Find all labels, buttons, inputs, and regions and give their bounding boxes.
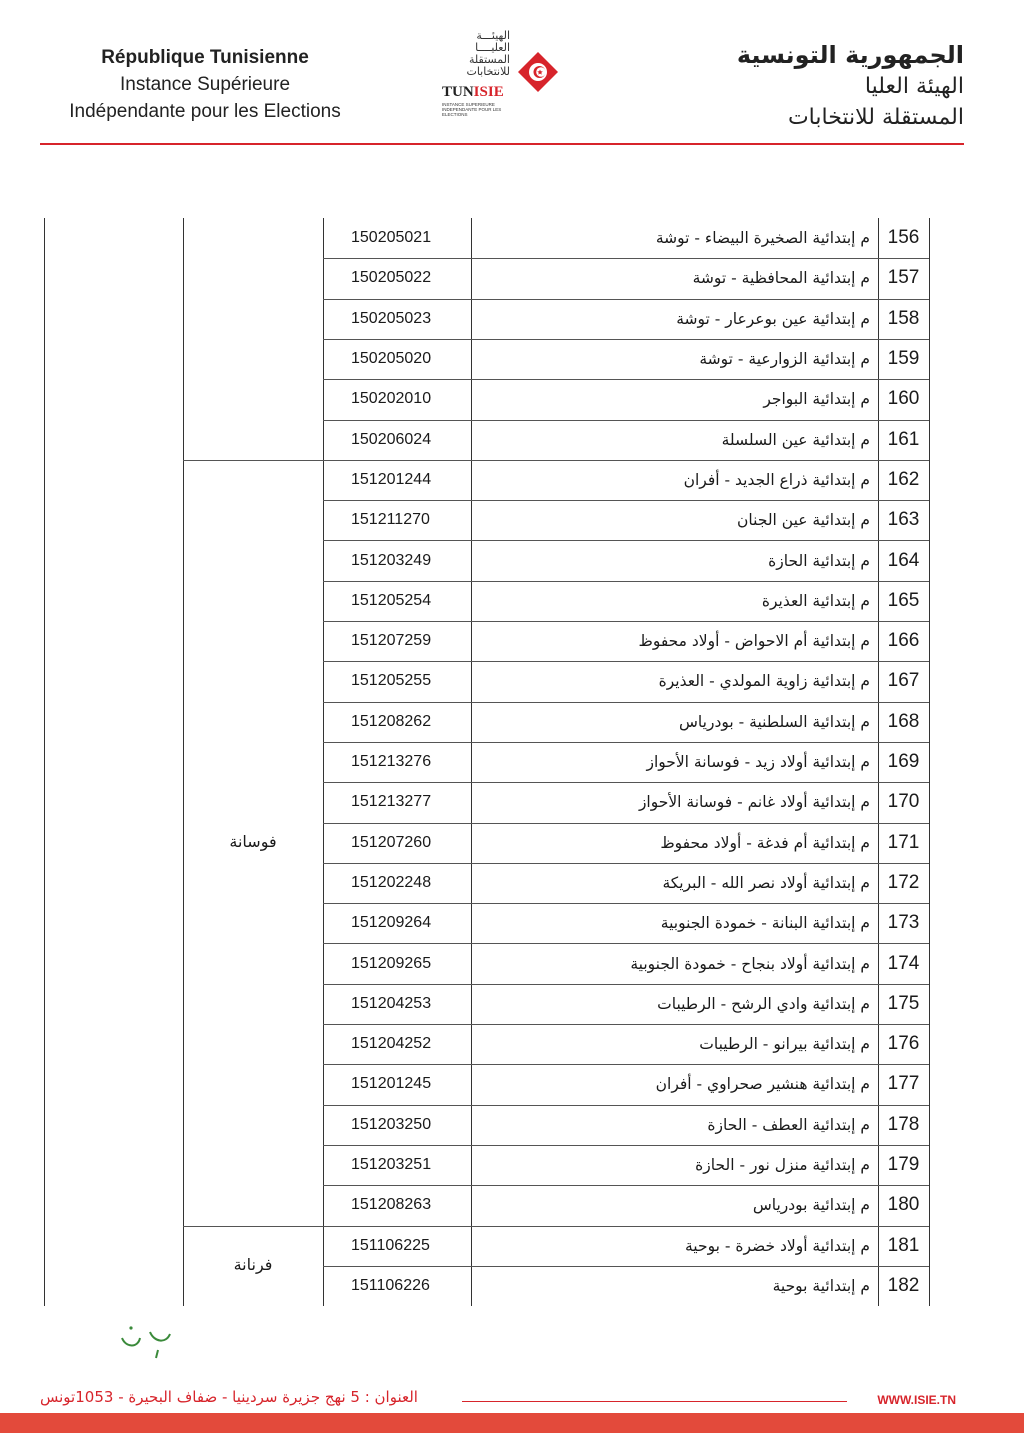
station-name: م إبتدائية عين بوعرعار - توشة xyxy=(676,309,870,328)
station-name: م إبتدائية العذيرة xyxy=(761,591,870,610)
row-number: 160 xyxy=(887,388,920,410)
station-name: م إبتدائية أولاد غانم - فوسانة الأحواز xyxy=(638,793,870,812)
header-arabic-block xyxy=(704,40,964,133)
station-name: م إبتدائية العطف - الحازة xyxy=(707,1115,870,1134)
header-french-block xyxy=(40,44,370,125)
station-code: 151211270 xyxy=(351,511,430,529)
station-name: م إبتدائية أولاد نصر الله - البريكة xyxy=(662,873,870,892)
row-number: 178 xyxy=(887,1113,920,1135)
station-code: 151106225 xyxy=(351,1236,430,1254)
station-code: 151204253 xyxy=(351,994,432,1012)
row-number: 176 xyxy=(887,1033,920,1055)
row-number: 181 xyxy=(887,1234,920,1256)
row-number: 182 xyxy=(887,1274,920,1296)
station-name: م إبتدائية عين الجنان xyxy=(737,511,870,530)
station-code: 150205020 xyxy=(351,350,432,368)
header-arabic-line-2: الهيئة العليا xyxy=(864,74,964,99)
row-number: 177 xyxy=(887,1073,920,1095)
station-code: 151205255 xyxy=(351,672,432,690)
logo-brand xyxy=(442,84,504,101)
station-code: 151203250 xyxy=(351,1115,432,1133)
station-code: 151201245 xyxy=(351,1075,432,1093)
footer-address: العنوان : 5 نهج جزيرة سردينيا - ضفاف البحيرة - 1053تونس xyxy=(40,1388,418,1406)
station-name: م إبتدائية أولاد خضرة - بوحية xyxy=(685,1236,870,1255)
header-french-line-1: République Tunisienne xyxy=(101,47,309,68)
logo-arabic-line-4: للانتخابات xyxy=(466,65,510,78)
station-code: 151205254 xyxy=(351,591,432,609)
logo-arabic-line-1: الهيئـــة xyxy=(476,29,510,42)
station-code: 151207259 xyxy=(351,632,432,650)
group-divider xyxy=(183,460,323,461)
handwritten-initials-icon xyxy=(112,1318,182,1364)
row-number: 165 xyxy=(887,589,920,611)
row-number: 174 xyxy=(887,952,920,974)
station-name: م إبتدائية زاوية المولدي - العذيرة xyxy=(658,672,870,691)
group-divider xyxy=(183,1226,323,1227)
station-code: 151201244 xyxy=(351,470,432,488)
row-number: 158 xyxy=(887,307,920,329)
station-name: م إبتدائية ذراع الجديد - أفران xyxy=(683,470,870,489)
station-code: 150202010 xyxy=(351,390,432,408)
row-number: 173 xyxy=(887,912,920,934)
station-code: 151202248 xyxy=(351,873,432,891)
station-code: 150205023 xyxy=(351,309,432,327)
header-arabic-line-3: المستقلة للانتخابات xyxy=(787,105,964,130)
logo-arabic-line-3: المستقلة xyxy=(468,53,510,66)
station-name: م إبتدائية بودرياس xyxy=(752,1196,870,1215)
footer-website: WWW.ISIE.TN xyxy=(877,1393,956,1407)
station-name: م إبتدائية الصخيرة البيضاء - توشة xyxy=(655,229,870,248)
logo-arabic-text xyxy=(440,30,510,78)
station-code: 151208262 xyxy=(351,712,432,730)
station-code: 151213276 xyxy=(351,753,432,771)
row-number: 172 xyxy=(887,871,920,893)
station-name: م إبتدائية الحازة xyxy=(768,551,870,570)
header-french-line-2: Instance Supérieure xyxy=(119,74,291,95)
row-number: 171 xyxy=(887,831,920,853)
station-name: م إبتدائية هنشير صحراوي - أفران xyxy=(655,1075,870,1094)
header-arabic-line-1: الجمهورية التونسية xyxy=(736,41,964,69)
station-code: 150206024 xyxy=(351,430,432,448)
column-divider xyxy=(183,218,184,1306)
station-name: م إبتدائية المحافظية - توشة xyxy=(692,269,870,288)
station-code: 151204252 xyxy=(351,1035,432,1053)
row-number: 168 xyxy=(887,710,920,732)
row-number: 175 xyxy=(887,992,920,1014)
row-number: 169 xyxy=(887,751,920,773)
logo-brand-prefix: TUN xyxy=(442,84,474,100)
polling-stations-table xyxy=(44,218,930,1306)
station-code: 150205022 xyxy=(351,269,432,287)
station-name: م إبتدائية البواجر xyxy=(763,390,870,409)
row-number: 180 xyxy=(887,1194,920,1216)
isie-logo xyxy=(440,30,580,120)
station-code: 151209265 xyxy=(351,954,432,972)
station-name: م إبتدائية وادي الرشح - الرطيبات xyxy=(657,994,870,1013)
station-name: م إبتدائية البنانة - خمودة الجنوبية xyxy=(660,914,870,933)
row-number: 170 xyxy=(887,791,920,813)
station-name: م إبتدائية أم فدغة - أولاد محفوظ xyxy=(660,833,870,852)
column-divider xyxy=(929,218,930,1306)
row-number: 156 xyxy=(887,227,920,249)
footer-divider xyxy=(462,1401,847,1402)
station-code: 151203251 xyxy=(351,1156,432,1174)
row-number: 166 xyxy=(887,630,920,652)
station-name: م إبتدائية أولاد بنجاح - خمودة الجنوبية xyxy=(630,954,870,973)
tunisian-flag-icon xyxy=(516,50,560,94)
row-number: 163 xyxy=(887,509,920,531)
station-name: م إبتدائية أم الاحواض - أولاد محفوظ xyxy=(638,632,870,651)
footer-band xyxy=(0,1413,1024,1433)
logo-arabic-line-2: العليــــا xyxy=(475,41,510,54)
station-code: 151213277 xyxy=(351,793,432,811)
row-number: 162 xyxy=(887,468,920,490)
station-name: م إبتدائية الزوارعية - توشة xyxy=(699,350,870,369)
delegation-label: فرنانة xyxy=(233,1254,273,1274)
station-code: 151203249 xyxy=(351,551,432,569)
delegation-label: فوسانة xyxy=(229,831,277,851)
row-number: 164 xyxy=(887,549,920,571)
station-name: م إبتدائية بوحية xyxy=(772,1276,870,1295)
row-number: 157 xyxy=(887,267,920,289)
header-divider xyxy=(40,143,964,145)
station-code: 151207260 xyxy=(351,833,432,851)
row-number: 161 xyxy=(887,428,920,450)
station-code: 150205021 xyxy=(351,229,432,247)
station-code: 151106226 xyxy=(351,1276,430,1294)
station-name: م إبتدائية بيرانو - الرطيبات xyxy=(699,1035,870,1054)
row-number: 167 xyxy=(887,670,920,692)
station-name: م إبتدائية أولاد زيد - فوسانة الأحواز xyxy=(646,753,870,772)
logo-subtitle: INSTANCE SUPERIEURE INDEPENDANTE POUR LES ELECTIONS xyxy=(442,102,502,117)
station-name: م إبتدائية منزل نور - الحازة xyxy=(695,1156,870,1175)
column-divider xyxy=(44,218,45,1306)
station-name: م إبتدائية السلطنية - بودرياس xyxy=(679,712,870,731)
station-code: 151208263 xyxy=(351,1196,432,1214)
station-code: 151209264 xyxy=(351,914,432,932)
row-number: 159 xyxy=(887,348,920,370)
station-name: م إبتدائية عين السلسلة xyxy=(721,430,870,449)
header-french-line-3: Indépendante pour les Elections xyxy=(69,101,341,122)
logo-brand-accent: ISIE xyxy=(473,84,504,100)
row-number: 179 xyxy=(887,1154,920,1176)
